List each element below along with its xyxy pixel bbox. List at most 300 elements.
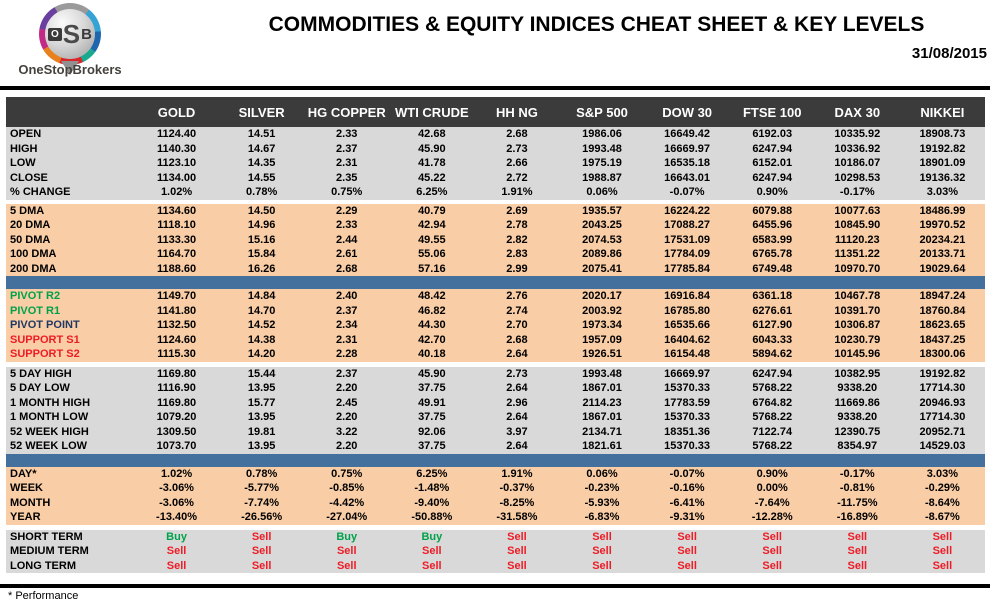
cell-month-s-p-500: -5.93% [584,496,620,509]
cell-open-dow-30: 16649.42 [664,128,711,141]
cell-long-term-hh-ng: Sell [507,559,527,572]
row-label: SHORT TERM [10,530,83,543]
cell-support-s2-nikkei: 18300.06 [919,348,966,361]
cell-month-hg-copper: -4.42% [329,496,365,509]
row-label: PIVOT R1 [10,304,61,317]
cell-pivot-r2-dax-30: 10467.78 [834,290,881,303]
cell-month-gold: -3.06% [159,496,194,509]
table-row-200-dma [6,262,985,277]
cell-pivot-point-gold: 1132.50 [156,319,197,332]
cell-day-ftse-100: 0.90% [756,467,788,480]
table-row-1-month-high [6,396,985,411]
section-ohlc [6,127,985,200]
cell-support-s2-dow-30: 16154.48 [664,348,711,361]
cell-day-dax-30: -0.17% [839,467,875,480]
logo-brand-text: OneStopBrokers [18,62,122,77]
table-row-year [6,510,985,525]
table-row-pivot-point [6,318,985,333]
row-label: SUPPORT S1 [10,333,80,346]
cell-pivot-r2-hg-copper: 2.40 [336,290,358,303]
cell-1-month-high-hh-ng: 2.96 [506,396,528,409]
cell-week-s-p-500: -0.23% [584,482,620,495]
cell-day-silver: 0.78% [246,467,278,480]
cell-close-dax-30: 10298.53 [834,171,881,184]
cell-day-wti-crude: 6.25% [416,467,448,480]
page-title: COMMODITIES & EQUITY INDICES CHEAT SHEET & KEY LEVELS [268,13,925,36]
table-row-20-dma [6,218,985,233]
table-row-day [6,467,985,482]
cell-5-day-low-wti-crude: 37.75 [418,382,446,395]
cell-5-day-high-dow-30: 16669.97 [664,367,711,380]
cell-pivot-r1-hg-copper: 2.37 [336,304,358,317]
cell-low-gold: 1123.10 [156,157,197,170]
row-label: PIVOT R2 [10,290,61,303]
table-row-close [6,171,985,186]
cell-pivot-r1-ftse-100: 6276.61 [752,304,793,317]
row-label: 5 DMA [10,204,45,217]
cell-pivot-point-ftse-100: 6127.90 [752,319,793,332]
cell-20-dma-dow-30: 17088.27 [664,219,711,232]
header-divider [0,86,990,90]
cell-52-week-high-wti-crude: 92.06 [418,425,446,438]
cell-5-day-low-hg-copper: 2.20 [336,382,358,395]
cell-day-hh-ng: 1.91% [501,467,533,480]
footer-divider [0,584,990,588]
cell-short-term-s-p-500: Sell [592,530,612,543]
cell-support-s2-dax-30: 10145.96 [834,348,881,361]
cell-200-dma-ftse-100: 6749.48 [752,262,793,275]
table-row-short-term [6,530,985,545]
cell-year-silver: -26.56% [241,511,283,524]
row-label: 1 MONTH HIGH [10,396,91,409]
cell-5-day-low-dow-30: 15370.33 [664,382,711,395]
table-row-5-dma [6,204,985,219]
cell-5-day-low-gold: 1116.90 [157,382,196,395]
cell-5-day-high-silver: 15.44 [247,367,276,380]
cell-short-term-dow-30: Sell [677,530,697,543]
cell-change-wti-crude: 6.25% [416,186,448,199]
cell-pivot-r1-gold: 1141.80 [156,304,197,317]
cell-5-dma-dax-30: 10077.63 [834,204,881,217]
cell-1-month-high-nikkei: 20946.93 [919,396,966,409]
cell-pivot-point-wti-crude: 44.30 [418,319,446,332]
cell-pivot-r2-ftse-100: 6361.18 [752,290,793,303]
cell-low-hh-ng: 2.66 [506,157,528,170]
column-header-row [6,97,985,127]
cell-20-dma-dax-30: 10845.90 [834,219,881,232]
cell-5-day-low-s-p-500: 1867.01 [582,382,622,395]
cell-month-ftse-100: -7.64% [754,496,790,509]
cell-20-dma-hh-ng: 2.78 [506,219,528,232]
cell-change-s-p-500: 0.06% [586,186,618,199]
row-label: MONTH [10,496,51,509]
cell-52-week-high-gold: 1309.50 [156,425,197,438]
cell-pivot-r2-s-p-500: 2020.17 [582,290,622,303]
cell-200-dma-silver: 16.26 [247,262,276,275]
cell-year-ftse-100: -12.28% [751,511,793,524]
cell-1-month-low-nikkei: 17714.30 [919,411,966,424]
cell-open-silver: 14.51 [247,128,276,141]
column-header-ftse-100: FTSE 100 [742,104,802,120]
cell-low-nikkei: 18901.09 [919,157,966,170]
cell-pivot-r2-nikkei: 18947.24 [919,290,966,303]
cell-month-silver: -7.74% [244,496,280,509]
cell-52-week-high-ftse-100: 7122.74 [752,425,793,438]
cell-support-s1-hh-ng: 2.68 [506,333,528,346]
cell-pivot-point-dow-30: 16535.66 [664,319,711,332]
cell-5-day-low-hh-ng: 2.64 [506,382,528,395]
cell-month-nikkei: -8.64% [924,496,960,509]
row-label: LONG TERM [10,559,76,572]
cell-day-nikkei: 3.03% [926,467,958,480]
cell-week-hh-ng: -0.37% [499,482,535,495]
cell-week-nikkei: -0.29% [924,482,960,495]
cell-pivot-r1-nikkei: 18760.84 [919,304,966,317]
page-header [0,0,1003,88]
cell-5-dma-s-p-500: 1935.57 [582,204,622,217]
cell-200-dma-gold: 1188.60 [156,262,197,275]
cell-long-term-hg-copper: Sell [336,559,357,572]
cell-medium-term-wti-crude: Sell [422,545,442,558]
table-row-1-month-low [6,410,985,425]
cell-high-gold: 1140.30 [156,142,197,155]
row-label: LOW [10,157,36,170]
cell-change-hg-copper: 0.75% [331,186,363,199]
cell-pivot-r1-wti-crude: 46.82 [418,304,446,317]
cell-low-ftse-100: 6152.01 [752,157,793,170]
cell-support-s2-ftse-100: 5894.62 [752,348,793,361]
cell-change-nikkei: 3.03% [926,186,958,199]
row-label: 200 DMA [10,262,57,275]
cell-year-dax-30: -16.89% [836,511,878,524]
cell-5-dma-hg-copper: 2.29 [336,204,358,217]
cell-100-dma-silver: 15.84 [247,248,276,261]
row-label: % CHANGE [10,186,71,199]
cell-5-day-low-dax-30: 9338.20 [837,382,878,395]
cell-week-wti-crude: -1.48% [414,482,450,495]
cell-week-dax-30: -0.81% [839,482,875,495]
row-label: SUPPORT S2 [10,348,80,361]
cell-medium-term-nikkei: Sell [932,545,953,558]
cell-200-dma-hh-ng: 2.99 [506,262,528,275]
cell-5-day-high-hh-ng: 2.73 [506,367,528,380]
cell-support-s1-nikkei: 18437.25 [919,333,966,346]
table-row-pivot-r2 [6,289,985,304]
cell-52-week-low-nikkei: 14529.03 [919,440,966,453]
table-row-support-s2 [6,347,985,362]
section-moving-averages [6,204,985,277]
cell-52-week-low-wti-crude: 37.75 [418,440,446,453]
cell-1-month-high-silver: 15.77 [247,396,276,409]
cell-medium-term-dow-30: Sell [677,545,697,558]
cell-pivot-r1-dow-30: 16785.80 [664,304,711,317]
cell-52-week-high-silver: 19.81 [247,425,276,438]
row-label: 52 WEEK LOW [10,440,88,453]
cell-200-dma-dax-30: 10970.70 [834,262,881,275]
table-row-long-term [6,559,985,574]
cell-month-wti-crude: -9.40% [414,496,450,509]
cell-52-week-high-dow-30: 18351.36 [664,425,711,438]
cell-52-week-high-nikkei: 20952.71 [919,425,966,438]
cell-52-week-low-hg-copper: 2.20 [336,440,358,453]
row-label: 52 WEEK HIGH [10,425,89,438]
cell-20-dma-nikkei: 19970.52 [919,219,966,232]
cell-year-s-p-500: -6.83% [584,511,620,524]
cell-50-dma-nikkei: 20234.21 [919,233,966,246]
cell-50-dma-hh-ng: 2.82 [506,233,528,246]
cell-5-dma-gold: 1134.60 [156,204,197,217]
cell-long-term-s-p-500: Sell [592,559,612,572]
cell-day-s-p-500: 0.06% [586,467,618,480]
table-row-week [6,481,985,496]
column-header-dow-30: DOW 30 [662,104,713,120]
cell-1-month-low-s-p-500: 1867.01 [582,411,622,424]
report-date: 31/08/2015 [911,45,987,62]
cell-pivot-r1-s-p-500: 2003.92 [582,304,622,317]
cell-short-term-gold: Buy [166,530,187,543]
cell-support-s1-hg-copper: 2.31 [336,333,358,346]
cell-short-term-ftse-100: Sell [762,530,782,543]
cell-close-nikkei: 19136.32 [919,171,966,184]
cell-high-dax-30: 10336.92 [834,142,881,155]
cell-pivot-r2-hh-ng: 2.76 [506,290,528,303]
cell-52-week-low-hh-ng: 2.64 [506,440,528,453]
cell-year-hh-ng: -31.58% [496,511,538,524]
cell-low-dax-30: 10186.07 [834,157,881,170]
cell-long-term-dow-30: Sell [677,559,697,572]
cell-1-month-low-wti-crude: 37.75 [418,411,446,424]
cell-100-dma-wti-crude: 55.06 [418,248,446,261]
table-row-5-day-high [6,367,985,382]
table-row-pivot-r1 [6,304,985,319]
cell-year-gold: -13.40% [156,511,198,524]
cell-support-s2-hh-ng: 2.64 [506,348,528,361]
cell-200-dma-wti-crude: 57.16 [418,262,446,275]
cell-52-week-low-s-p-500: 1821.61 [582,440,622,453]
row-label: MEDIUM TERM [10,545,89,558]
cell-support-s2-silver: 14.20 [247,348,276,361]
logo-letter-s: S [62,19,81,49]
cell-pivot-r1-hh-ng: 2.74 [506,304,528,317]
cell-1-month-high-ftse-100: 6764.82 [752,396,793,409]
row-label: DAY* [10,467,37,480]
cell-5-day-high-hg-copper: 2.37 [336,367,358,380]
table-row-100-dma [6,247,985,262]
cell-5-day-low-nikkei: 17714.30 [919,382,966,395]
column-header-s-p-500: S&P 500 [576,104,628,120]
cell-short-term-hh-ng: Sell [507,530,527,543]
cell-high-nikkei: 19192.82 [919,142,966,155]
section-performance [6,467,985,525]
cell-20-dma-silver: 14.96 [247,219,276,232]
cell-52-week-high-dax-30: 12390.75 [834,425,881,438]
table-body [6,127,985,573]
cell-5-day-high-nikkei: 19192.82 [919,367,966,380]
cell-200-dma-hg-copper: 2.68 [336,262,358,275]
cell-open-gold: 1124.40 [156,128,197,141]
section-ranges [6,367,985,454]
cell-52-week-low-ftse-100: 5768.22 [752,440,793,453]
data-table [6,97,985,573]
cell-1-month-high-gold: 1169.80 [156,396,197,409]
cell-open-dax-30: 10335.92 [834,128,881,141]
cell-100-dma-hg-copper: 2.61 [336,248,358,261]
cell-close-hh-ng: 2.72 [506,171,528,184]
cell-pivot-r1-silver: 14.70 [247,304,276,317]
cell-pivot-point-hh-ng: 2.70 [506,319,528,332]
row-label: CLOSE [10,171,48,184]
cell-open-s-p-500: 1986.06 [582,128,622,141]
cell-low-wti-crude: 41.78 [418,157,446,170]
cell-long-term-gold: Sell [166,559,187,572]
cell-52-week-low-silver: 13.95 [247,440,276,453]
row-label: 5 DAY LOW [10,382,70,395]
cell-week-gold: -3.06% [159,482,194,495]
cell-100-dma-s-p-500: 2089.86 [582,248,622,261]
cell-year-hg-copper: -27.04% [326,511,368,524]
cell-pivot-r2-gold: 1149.70 [156,290,197,303]
cell-open-wti-crude: 42.68 [418,128,446,141]
cell-high-hh-ng: 2.73 [506,142,528,155]
cell-200-dma-s-p-500: 2075.41 [582,262,622,275]
cell-support-s1-silver: 14.38 [247,333,276,346]
cell-1-month-high-s-p-500: 2114.23 [582,396,622,409]
cell-change-dow-30: -0.07% [669,186,705,199]
cell-change-dax-30: -0.17% [839,186,875,199]
row-label: PIVOT POINT [10,319,80,332]
cell-1-month-high-dax-30: 11669.86 [834,396,880,409]
cell-1-month-high-wti-crude: 49.91 [418,396,446,409]
cell-support-s1-s-p-500: 1957.09 [582,333,622,346]
cell-support-s2-wti-crude: 40.18 [418,348,446,361]
cell-20-dma-ftse-100: 6455.96 [752,219,793,232]
row-label: 100 DMA [10,248,57,261]
cell-50-dma-hg-copper: 2.44 [336,233,358,246]
cell-long-term-nikkei: Sell [932,559,953,572]
cell-100-dma-hh-ng: 2.83 [506,248,528,261]
cell-5-day-low-silver: 13.95 [247,382,276,395]
cell-5-day-high-s-p-500: 1993.48 [582,367,622,380]
cell-50-dma-gold: 1133.30 [156,233,197,246]
row-label: 1 MONTH LOW [10,411,89,424]
cell-close-dow-30: 16643.01 [664,171,711,184]
cell-5-dma-wti-crude: 40.79 [418,204,446,217]
row-label: 5 DAY HIGH [10,367,72,380]
cell-long-term-ftse-100: Sell [762,559,782,572]
cell-pivot-point-nikkei: 18623.65 [919,319,966,332]
cell-support-s1-ftse-100: 6043.33 [752,333,793,346]
cell-day-dow-30: -0.07% [669,467,705,480]
cell-month-hh-ng: -8.25% [499,496,535,509]
cell-pivot-point-silver: 14.52 [247,319,276,332]
cell-100-dma-nikkei: 20133.71 [919,248,966,261]
cell-close-hg-copper: 2.35 [336,171,358,184]
cell-high-ftse-100: 6247.94 [752,142,793,155]
cell-52-week-high-hg-copper: 3.22 [336,425,358,438]
cell-20-dma-hg-copper: 2.33 [336,219,358,232]
cell-pivot-r2-wti-crude: 48.42 [418,290,446,303]
cell-support-s2-hg-copper: 2.28 [336,348,358,361]
column-header-gold: GOLD [157,104,196,120]
cell-medium-term-ftse-100: Sell [762,545,782,558]
cell-short-term-nikkei: Sell [932,530,953,543]
section-divider-bar [6,454,985,467]
cell-high-dow-30: 16669.97 [664,142,711,155]
cell-high-s-p-500: 1993.48 [582,142,622,155]
cell-100-dma-ftse-100: 6765.78 [752,248,793,261]
cell-52-week-low-gold: 1073.70 [156,440,197,453]
section-pivots [6,289,985,362]
cell-1-month-low-dow-30: 15370.33 [664,411,711,424]
cell-low-s-p-500: 1975.19 [582,157,622,170]
cell-5-day-high-gold: 1169.80 [156,367,197,380]
cell-open-hh-ng: 2.68 [506,128,528,141]
cell-short-term-dax-30: Sell [847,530,868,543]
cell-long-term-dax-30: Sell [847,559,868,572]
cell-day-hg-copper: 0.75% [331,467,363,480]
cell-20-dma-wti-crude: 42.94 [418,219,446,232]
column-header-silver: SILVER [238,104,285,120]
performance-footnote: * Performance [8,590,79,602]
cell-open-hg-copper: 2.33 [336,128,358,141]
cell-open-ftse-100: 6192.03 [752,128,793,141]
cell-pivot-r1-dax-30: 10391.70 [834,304,881,317]
cell-change-ftse-100: 0.90% [756,186,788,199]
cell-low-dow-30: 16535.18 [664,157,711,170]
cell-support-s1-gold: 1124.60 [156,333,197,346]
cell-20-dma-gold: 1118.10 [157,219,196,232]
cell-50-dma-s-p-500: 2074.53 [582,233,622,246]
cell-low-hg-copper: 2.31 [336,157,358,170]
cell-high-wti-crude: 45.90 [418,142,446,155]
cell-1-month-low-dax-30: 9338.20 [837,411,878,424]
cell-medium-term-gold: Sell [166,545,187,558]
cell-100-dma-dow-30: 17784.09 [664,248,711,261]
cell-week-dow-30: -0.16% [669,482,705,495]
cell-5-dma-hh-ng: 2.69 [506,204,528,217]
cell-long-term-wti-crude: Sell [422,559,442,572]
logo-osb-icon [45,9,95,59]
row-label: WEEK [10,482,43,495]
cell-pivot-r2-dow-30: 16916.84 [664,290,711,303]
cell-5-day-low-ftse-100: 5768.22 [752,382,793,395]
table-row-medium-term [6,544,985,559]
cell-week-ftse-100: 0.00% [756,482,788,495]
cell-year-dow-30: -9.31% [669,511,705,524]
row-label: 20 DMA [10,219,51,232]
cell-1-month-high-hg-copper: 2.45 [336,396,358,409]
cell-low-silver: 14.35 [247,157,276,170]
cell-52-week-low-dow-30: 15370.33 [664,440,711,453]
cell-close-wti-crude: 45.22 [418,171,446,184]
logo-letter-b: B [81,25,92,43]
row-label: HIGH [10,142,38,155]
cell-52-week-low-dax-30: 8354.97 [837,440,878,453]
row-label: YEAR [10,511,41,524]
cell-support-s1-wti-crude: 42.70 [418,333,446,346]
cell-5-dma-ftse-100: 6079.88 [752,204,793,217]
cell-100-dma-dax-30: 11351.22 [834,248,880,261]
cell-50-dma-ftse-100: 6583.99 [752,233,793,246]
table-row-low [6,156,985,171]
cell-week-hg-copper: -0.85% [329,482,365,495]
cell-50-dma-dow-30: 17531.09 [664,233,711,246]
cell-month-dax-30: -11.75% [837,496,878,509]
cell-medium-term-hh-ng: Sell [507,545,527,558]
cell-medium-term-dax-30: Sell [847,545,868,558]
cell-200-dma-dow-30: 17785.84 [664,262,711,275]
cell-pivot-point-dax-30: 10306.87 [834,319,881,332]
